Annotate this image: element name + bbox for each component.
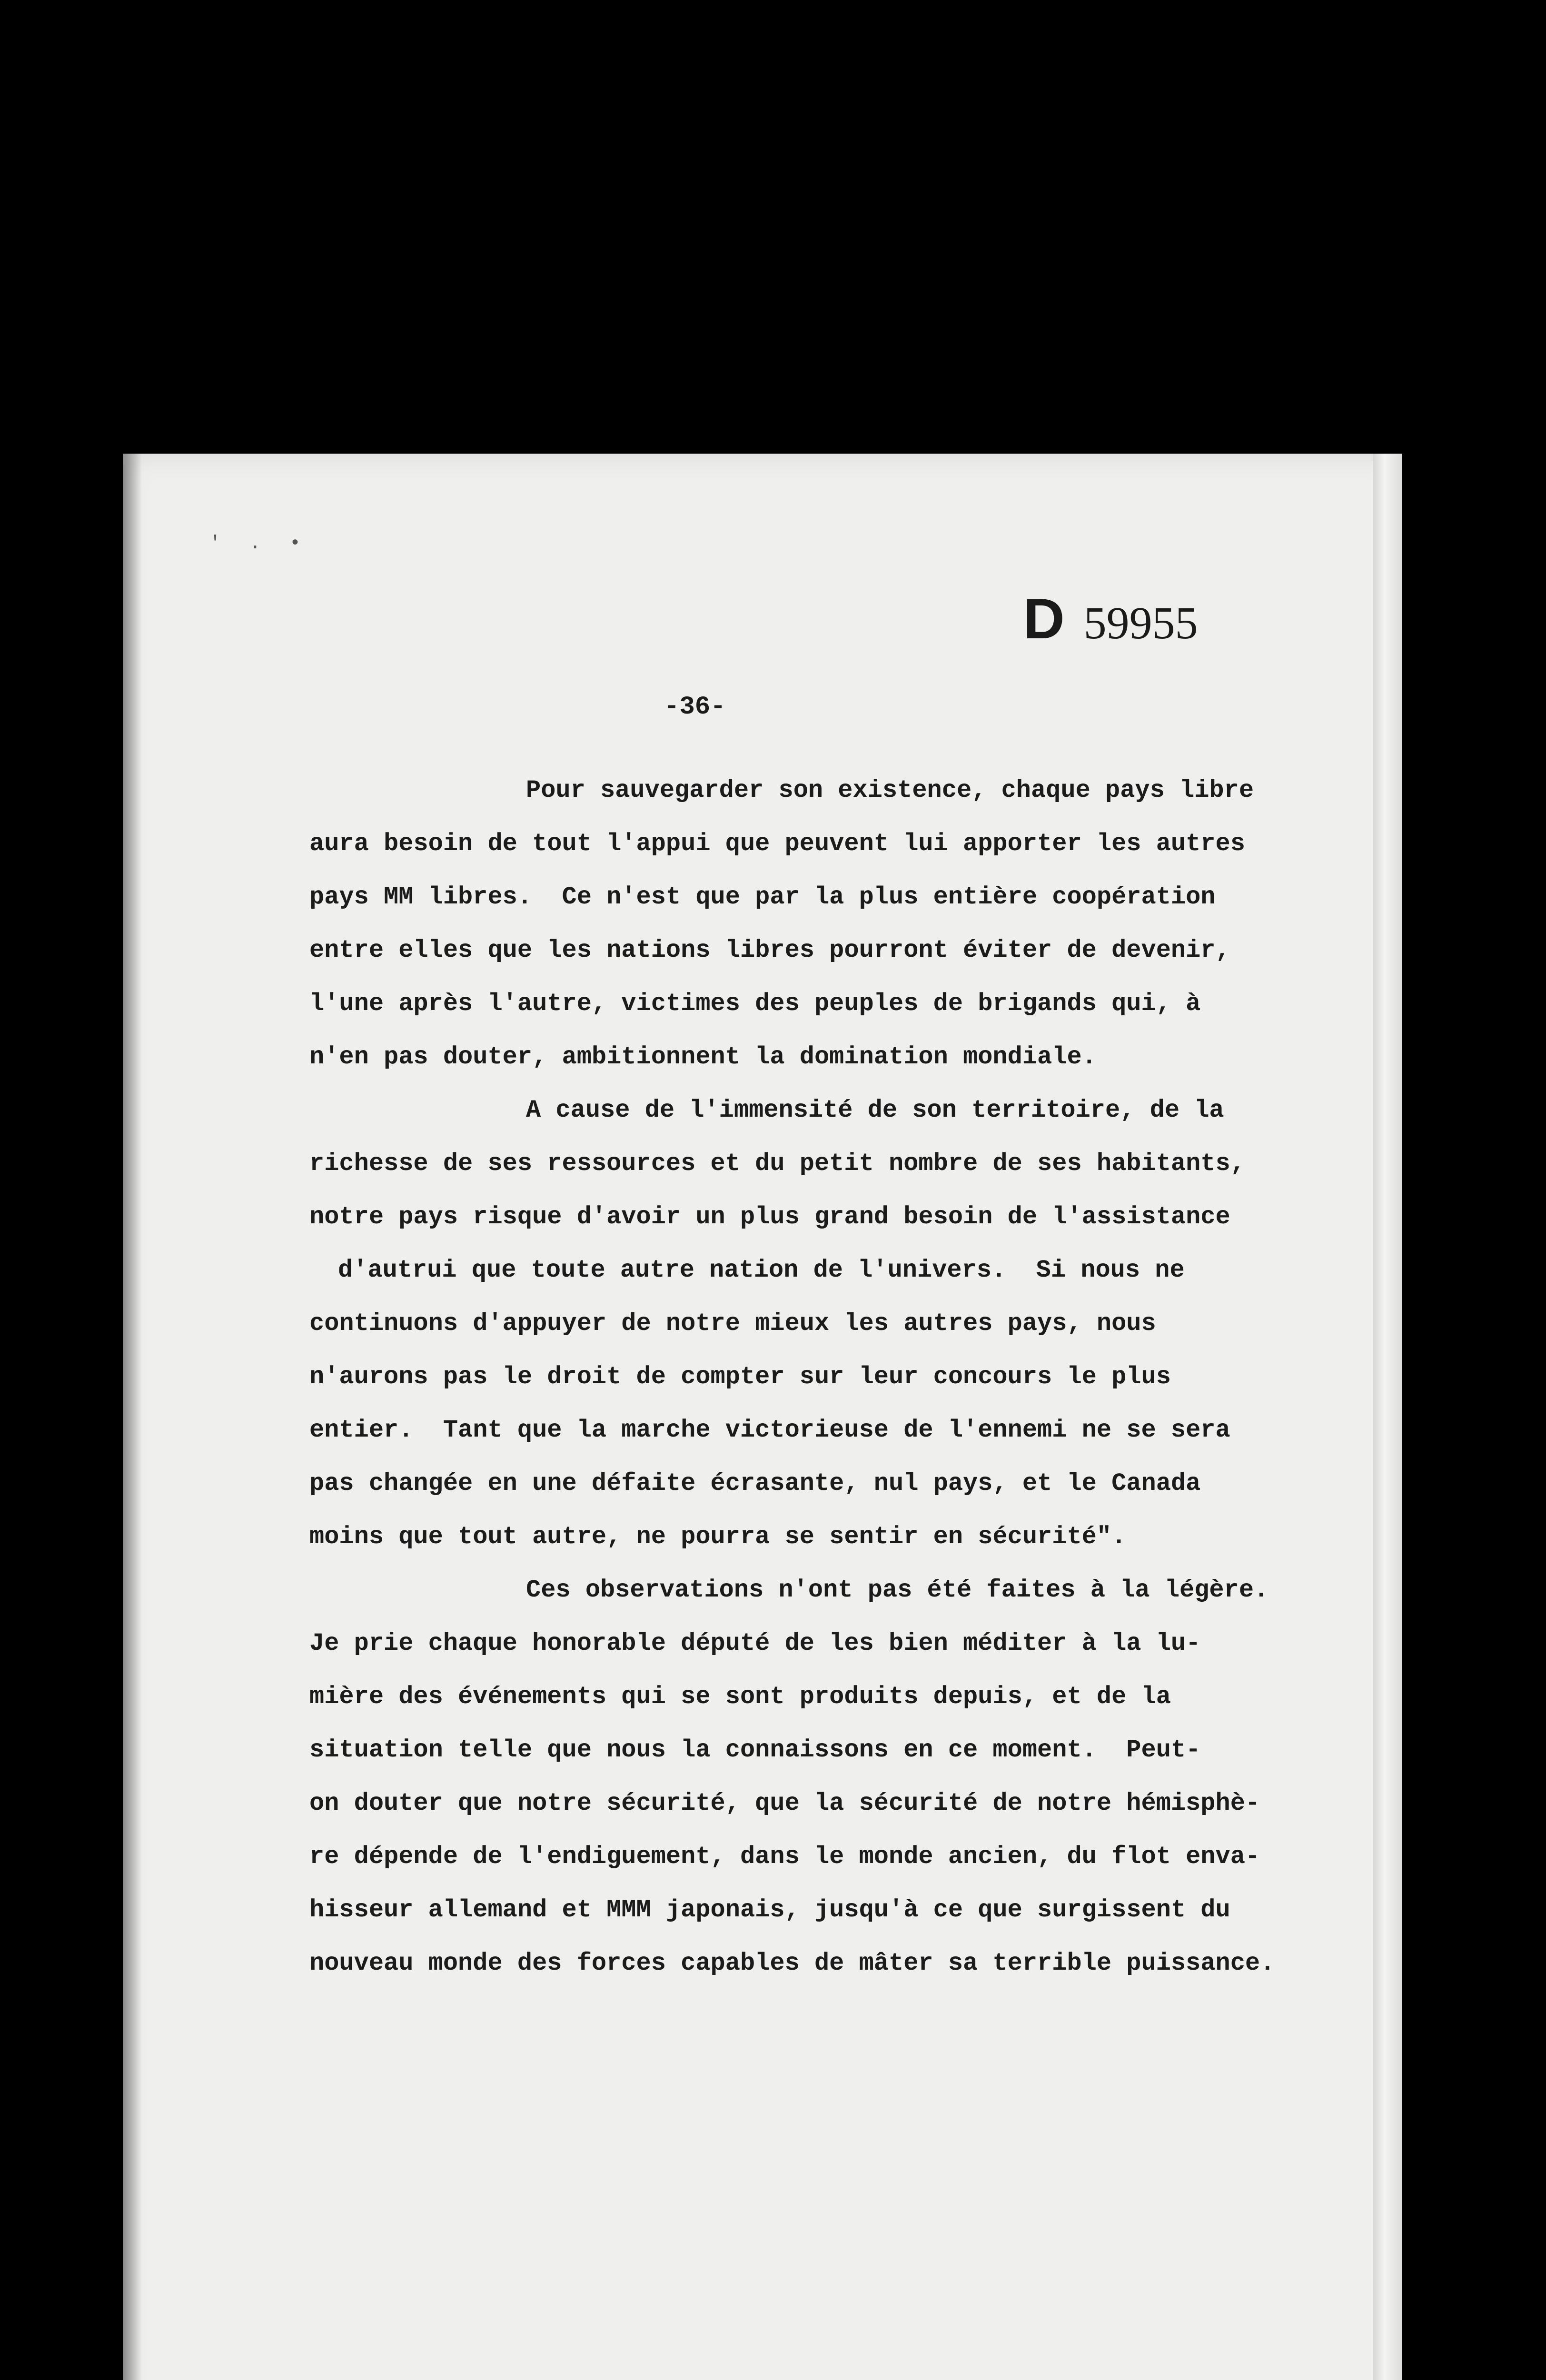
text-line: pays MM libres. Ce n'est que par la plus entière coopération <box>309 883 1216 911</box>
document-stamp-letter: D <box>1023 587 1065 651</box>
text-line: hisseur allemand et MMM japonais, jusqu'à ce que surgissent du <box>309 1896 1230 1924</box>
stray-ink-marks: ' . • <box>209 533 310 555</box>
page-number: -36- <box>664 693 726 722</box>
text-line: pas changée en une défaite écrasante, nul pays, et le Canada <box>309 1469 1201 1497</box>
text-line: Je prie chaque honorable député de les bien méditer à la lu- <box>309 1629 1201 1657</box>
text-line: n'aurons pas le droit de compter sur leur concours le plus <box>309 1363 1171 1391</box>
text-line: nouveau monde des forces capables de mâter sa terrible puissance. <box>309 1949 1275 1977</box>
text-line: notre pays risque d'avoir un plus grand besoin de l'assistance <box>309 1203 1230 1231</box>
text-line: d'autrui que toute autre nation de l'univers. Si nous ne <box>338 1256 1185 1284</box>
text-line: situation telle que nous la connaissons en ce moment. Peut- <box>309 1736 1201 1764</box>
text-line: re dépende de l'endiguement, dans le monde ancien, du flot enva- <box>309 1843 1260 1871</box>
document-stamp <box>1023 587 1198 651</box>
text-line: A cause de l'immensité de son territoire, de la <box>526 1096 1224 1124</box>
text-line: Pour sauvegarder son existence, chaque pays libre <box>526 776 1254 804</box>
text-line: continuons d'appuyer de notre mieux les autres pays, nous <box>309 1309 1156 1338</box>
text-line: entier. Tant que la marche victorieuse de l'ennemi ne se sera <box>309 1416 1230 1444</box>
text-line: aura besoin de tout l'appui que peuvent lui apporter les autres <box>309 830 1245 858</box>
text-line: l'une après l'autre, victimes des peuples de brigands qui, à <box>309 990 1201 1018</box>
text-line: n'en pas douter, ambitionnent la domination mondiale. <box>309 1043 1097 1071</box>
text-line: Ces observations n'ont pas été faites à la légère. <box>526 1576 1269 1604</box>
text-line: entre elles que les nations libres pourront éviter de devenir, <box>309 936 1230 964</box>
text-line: on douter que notre sécurité, que la sécurité de notre hémisphè- <box>309 1789 1260 1817</box>
text-line: richesse de ses ressources et du petit nombre de ses habitants, <box>309 1150 1245 1178</box>
document-stamp-number: 59955 <box>1083 597 1198 648</box>
page-right-edge <box>1373 454 1402 2380</box>
text-line: moins que tout autre, ne pourra se sentir en sécurité". <box>309 1523 1127 1551</box>
typewritten-body <box>309 764 1361 1990</box>
text-line: mière des événements qui se sont produits depuis, et de la <box>309 1683 1171 1711</box>
page-left-shadow <box>123 454 142 2380</box>
